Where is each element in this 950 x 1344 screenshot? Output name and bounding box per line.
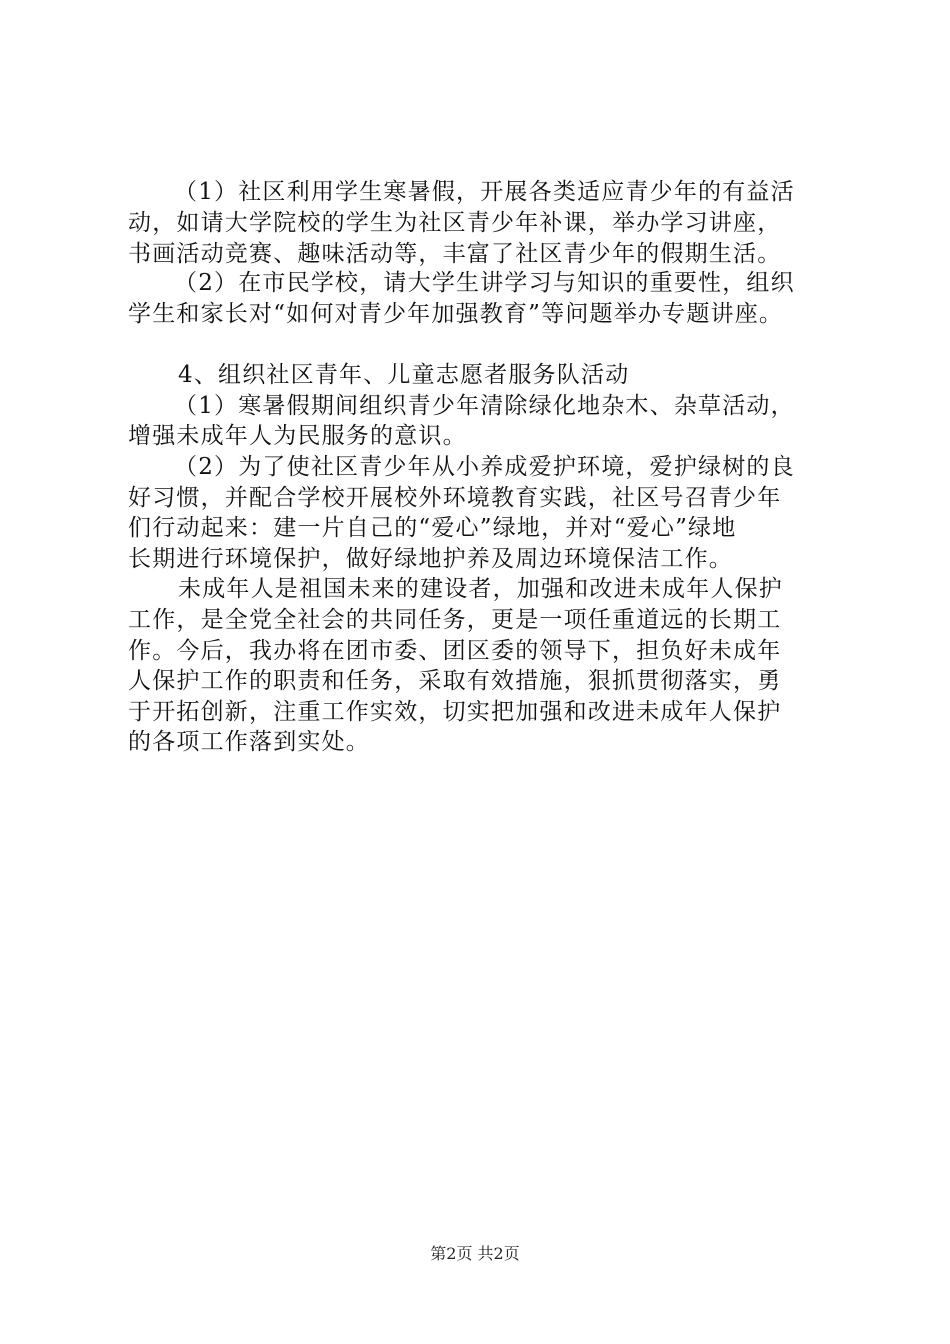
paragraph-line: 们行动起来：建一片自己的“爱心”绿地，并对“爱心”绿地: [128, 515, 737, 541]
paragraph-line: 作。今后，我办将在团市委、团区委的领导下，担负好未成年: [128, 638, 782, 664]
paragraph-line: （1）寒暑假期间组织青少年清除绿化地杂木、杂草活动，: [174, 393, 795, 419]
paragraph-line: 工作，是全党全社会的共同任务，更是一项任重道远的长期工: [128, 607, 782, 633]
page-number: 第2页 共2页: [430, 1244, 520, 1263]
paragraph-line: 增强未成年人为民服务的意识。: [128, 423, 467, 449]
paragraph-line: 未成年人是祖国未来的建设者，加强和改进未成年人保护: [178, 576, 783, 602]
paragraph-line: 长期进行环境保护，做好绿地护养及周边环境保洁工作。: [128, 546, 733, 572]
paragraph-line: 学生和家长对“如何对青少年加强教育”等问题举办专题讲座。: [128, 301, 784, 327]
section-heading: 4、组织社区青年、儿童志愿者服务队活动: [178, 362, 630, 388]
paragraph-line: 书画活动竞赛、趣味活动等，丰富了社区青少年的假期生活。: [128, 241, 782, 267]
paragraph-line: 的各项工作落到实处。: [128, 729, 370, 755]
paragraph-line: 动，如请大学院校的学生为社区青少年补课，举办学习讲座，: [128, 210, 782, 236]
paragraph-line: 于开拓创新，注重工作实效，切实把加强和改进未成年人保护: [128, 699, 782, 725]
paragraph-line: 人保护工作的职责和任务，采取有效措施，狠抓贯彻落实，勇: [128, 668, 782, 694]
paragraph-line: 好习惯，并配合学校开展校外环境教育实践，社区号召青少年: [128, 485, 782, 511]
paragraph-line: （2）为了使社区青少年从小养成爱护环境，爱护绿树的良: [174, 454, 795, 480]
paragraph-line: （2）在市民学校，请大学生讲学习与知识的重要性，组织: [174, 270, 795, 296]
paragraph-line: （1）社区利用学生寒暑假，开展各类适应青少年的有益活: [174, 179, 795, 205]
